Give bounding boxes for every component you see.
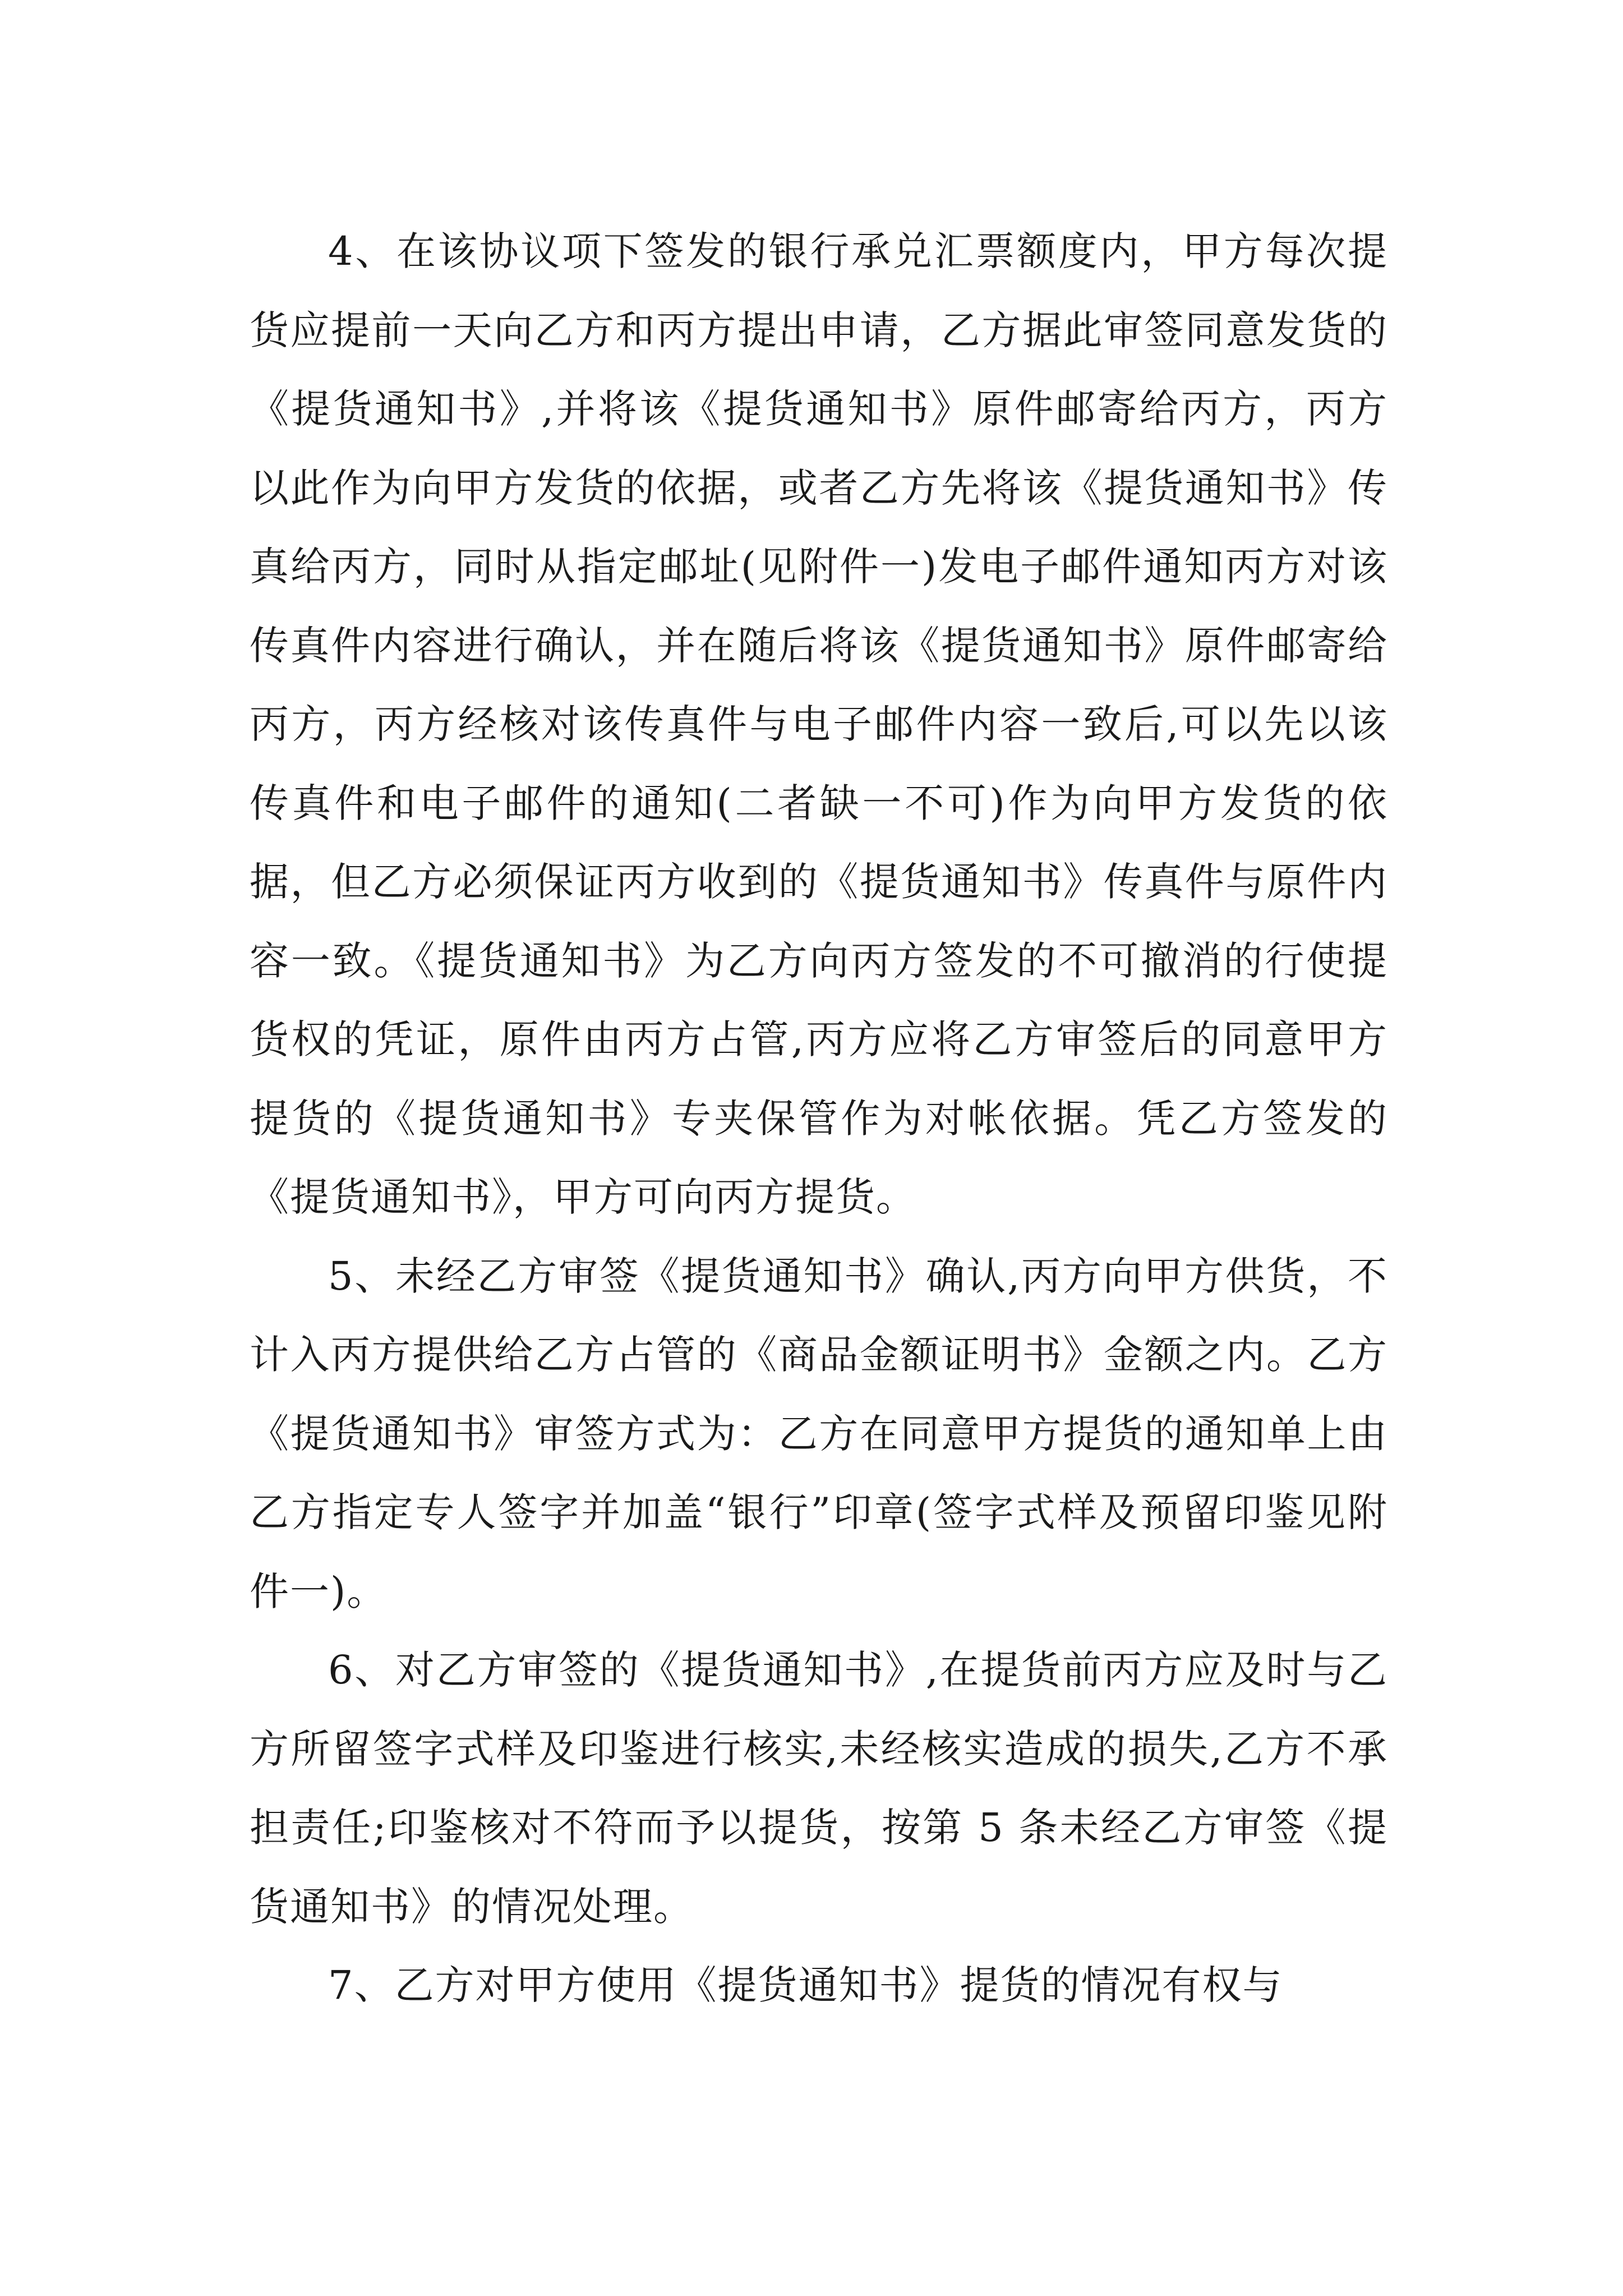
paragraph-clause-6: 6、对乙方审签的《提货通知书》,在提货前丙方应及时与乙方所留签字式样及印鉴进行核实,未经核实造成的损失,乙方不承担责任;印鉴核对不符而予以提货，按第 5 条未经乙方审签《提货通知书》的情况处理。 xyxy=(250,1647,1388,1930)
paragraph-clause-4: 4、在该协议项下签发的银行承兑汇票额度内，甲方每次提货应提前一天向乙方和丙方提出申请，乙方据此审签同意发货的《提货通知书》,并将该《提货通知书》原件邮寄给丙方，丙方以此作为向甲方发货的依据，或者乙方先将该《提货通知书》传真给丙方，同时从指定邮址(见附件一)发电子邮件通知丙方对该传真件内容进行确认，并在随后将该《提货通知书》原件邮寄给丙方，丙方经核对该传真件与电子邮件内容一致后,可以先以该传真件和电子邮件的通知(二者缺一不可)作为向甲方发货的依据，但乙方必须保证丙方收到的《提货通知书》传真件与原件内容一致。《提货通知书》为乙方向丙方签发的不可撤消的行使提货权的凭证，原件由丙方占管,丙方应将乙方审签后的同意甲方提货的《提货通知书》专夹保管作为对帐依据。凭乙方签发的《提货通知书》，甲方可向丙方提货。 xyxy=(250,228,1388,1220)
paragraph-clause-7: 7、乙方对甲方使用《提货通知书》提货的情况有权与 xyxy=(328,1962,1283,2008)
paragraph-clause-5: 5、未经乙方审签《提货通知书》确认,丙方向甲方供货，不计入丙方提供给乙方占管的《商品金额证明书》金额之内。乙方《提货通知书》审签方式为：乙方在同意甲方提货的通知单上由乙方指定专人签字并加盖“银行”印章(签字式样及预留印鉴见附件一)。 xyxy=(250,1253,1388,1614)
document-body xyxy=(250,212,1388,2025)
